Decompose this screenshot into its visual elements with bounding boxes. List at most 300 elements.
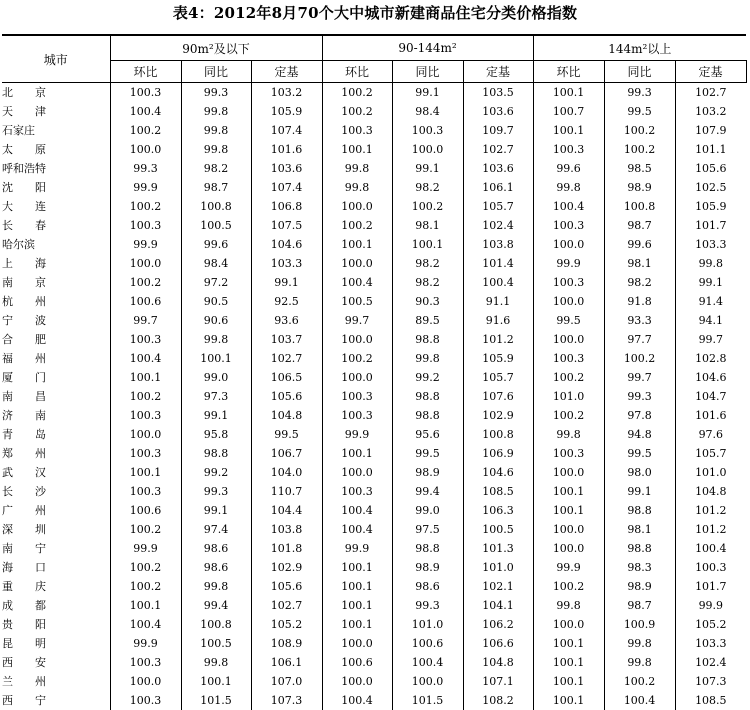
value-cell: 98.7	[181, 178, 251, 197]
value-cell: 98.5	[604, 159, 675, 178]
city-cell: 杭 州	[2, 292, 110, 311]
value-cell: 97.3	[181, 387, 251, 406]
value-cell: 99.5	[604, 444, 675, 463]
value-cell: 98.7	[604, 596, 675, 615]
table-row	[2, 368, 746, 387]
value-cell: 102.7	[695, 86, 727, 99]
value-cell: 98.7	[604, 216, 675, 235]
value-cell: 99.1	[251, 273, 322, 292]
value-cell: 100.3	[695, 561, 727, 574]
value-cell: 100.4	[322, 273, 392, 292]
value-cell: 100.2	[110, 197, 181, 216]
value-cell: 100.0	[322, 330, 392, 349]
table-row	[2, 178, 746, 197]
value-cell: 98.8	[604, 501, 675, 520]
city-cell: 上 海	[2, 254, 110, 273]
value-cell: 99.1	[392, 83, 463, 103]
table-row	[2, 311, 746, 330]
value-cell: 98.8	[181, 444, 251, 463]
table-row	[2, 558, 746, 577]
city-cell: 天 津	[2, 102, 110, 121]
value-cell: 105.2	[251, 615, 322, 634]
value-cell: 100.5	[322, 292, 392, 311]
table-row	[2, 653, 746, 672]
value-cell: 103.3	[695, 238, 727, 251]
city-cell: 宁 波	[2, 311, 110, 330]
city-cell: 济 南	[2, 406, 110, 425]
value-cell: 100.3	[533, 273, 604, 292]
value-cell: 101.8	[251, 539, 322, 558]
value-cell: 97.2	[181, 273, 251, 292]
value-cell: 98.3	[604, 558, 675, 577]
value-cell: 99.1	[604, 482, 675, 501]
sub-header-yoy: 同比	[181, 61, 251, 83]
value-cell: 95.6	[392, 425, 463, 444]
value-cell: 104.0	[251, 463, 322, 482]
value-cell: 91.1	[463, 292, 533, 311]
value-cell: 107.3	[695, 675, 727, 688]
value-cell: 100.3	[322, 406, 392, 425]
value-cell: 99.8	[604, 653, 675, 672]
value-cell: 101.2	[695, 523, 727, 536]
value-cell: 103.8	[463, 235, 533, 254]
value-cell: 100.3	[110, 83, 181, 103]
value-cell: 98.1	[392, 216, 463, 235]
table-row	[2, 596, 746, 615]
value-cell: 104.6	[463, 463, 533, 482]
value-cell: 99.7	[698, 333, 724, 346]
value-cell: 99.8	[181, 140, 251, 159]
value-cell: 101.6	[695, 409, 727, 422]
value-cell: 99.8	[533, 178, 604, 197]
city-cell: 兰 州	[2, 672, 110, 691]
city-cell: 深 圳	[2, 520, 110, 539]
table-row	[2, 672, 746, 691]
value-cell: 100.1	[181, 672, 251, 691]
value-cell: 98.2	[181, 159, 251, 178]
value-cell: 102.7	[251, 596, 322, 615]
value-cell: 97.4	[181, 520, 251, 539]
value-cell: 103.6	[463, 159, 533, 178]
value-cell: 99.5	[604, 102, 675, 121]
value-cell: 101.0	[695, 466, 727, 479]
value-cell: 107.4	[251, 121, 322, 140]
value-cell: 107.5	[251, 216, 322, 235]
value-cell: 99.1	[392, 159, 463, 178]
value-cell: 100.3	[533, 444, 604, 463]
value-cell: 99.2	[392, 368, 463, 387]
value-cell: 101.5	[181, 691, 251, 710]
value-cell: 99.4	[392, 482, 463, 501]
value-cell: 98.1	[604, 254, 675, 273]
city-cell: 重 庆	[2, 577, 110, 596]
sub-header-yoy: 同比	[392, 61, 463, 83]
table-row	[2, 539, 746, 558]
value-cell: 107.4	[251, 178, 322, 197]
value-cell: 99.8	[533, 425, 604, 444]
table-row	[2, 349, 746, 368]
value-cell: 100.4	[463, 273, 533, 292]
value-cell: 99.3	[110, 159, 181, 178]
value-cell: 100.0	[322, 634, 392, 653]
value-cell: 100.8	[463, 425, 533, 444]
value-cell: 99.9	[533, 558, 604, 577]
value-cell: 105.9	[695, 200, 727, 213]
value-cell: 101.6	[251, 140, 322, 159]
value-cell: 98.8	[392, 330, 463, 349]
value-cell: 100.8	[604, 197, 675, 216]
group-label-90-below: 90m²及以下	[182, 41, 250, 56]
value-cell: 102.4	[463, 216, 533, 235]
value-cell: 103.6	[463, 102, 533, 121]
value-cell: 98.4	[181, 254, 251, 273]
value-cell: 100.2	[604, 349, 675, 368]
value-cell: 106.6	[463, 634, 533, 653]
table-row	[2, 216, 746, 235]
sub-header-base: 定基	[251, 61, 322, 83]
value-cell: 103.3	[251, 254, 322, 273]
value-cell: 98.6	[392, 577, 463, 596]
value-cell: 106.3	[463, 501, 533, 520]
value-cell: 100.4	[604, 691, 675, 710]
value-cell: 100.2	[604, 140, 675, 159]
value-cell: 92.5	[251, 292, 322, 311]
value-cell: 106.1	[251, 653, 322, 672]
city-cell: 南 宁	[2, 539, 110, 558]
value-cell: 105.9	[463, 349, 533, 368]
value-cell: 100.0	[110, 254, 181, 273]
value-cell: 99.0	[181, 368, 251, 387]
value-cell: 100.3	[533, 216, 604, 235]
value-cell: 103.2	[695, 105, 727, 118]
value-cell: 100.3	[110, 444, 181, 463]
value-cell: 99.8	[698, 257, 724, 270]
value-cell: 100.0	[322, 197, 392, 216]
value-cell: 104.7	[695, 390, 727, 403]
value-cell: 98.0	[604, 463, 675, 482]
city-cell: 武 汉	[2, 463, 110, 482]
value-cell: 91.4	[698, 295, 724, 308]
value-cell: 107.9	[695, 124, 727, 137]
value-cell: 98.2	[392, 273, 463, 292]
value-cell: 100.1	[110, 368, 181, 387]
value-cell: 100.1	[110, 596, 181, 615]
value-cell: 100.3	[110, 653, 181, 672]
value-cell: 100.3	[322, 482, 392, 501]
value-cell: 100.0	[322, 368, 392, 387]
value-cell: 99.8	[392, 349, 463, 368]
value-cell: 99.1	[181, 406, 251, 425]
value-cell: 100.2	[322, 216, 392, 235]
value-cell: 104.8	[695, 485, 727, 498]
value-cell: 100.2	[604, 121, 675, 140]
table-row	[2, 235, 746, 254]
value-cell: 100.8	[181, 615, 251, 634]
value-cell: 100.9	[604, 615, 675, 634]
value-cell: 100.1	[533, 83, 604, 103]
value-cell: 100.4	[533, 197, 604, 216]
city-cell: 南 昌	[2, 387, 110, 406]
value-cell: 100.6	[110, 501, 181, 520]
group-header-144-above	[533, 35, 746, 61]
value-cell: 101.2	[463, 330, 533, 349]
value-cell: 100.3	[110, 691, 181, 710]
value-cell: 90.5	[181, 292, 251, 311]
value-cell: 100.0	[533, 292, 604, 311]
value-cell: 105.9	[251, 102, 322, 121]
value-cell: 93.6	[251, 311, 322, 330]
sub-header-mom: 环比	[322, 61, 392, 83]
value-cell: 100.3	[533, 349, 604, 368]
value-cell: 99.3	[181, 83, 251, 103]
value-cell: 100.4	[695, 542, 727, 555]
value-cell: 98.6	[181, 539, 251, 558]
value-cell: 100.3	[110, 216, 181, 235]
value-cell: 103.6	[251, 159, 322, 178]
value-cell: 99.7	[110, 311, 181, 330]
value-cell: 101.1	[695, 143, 727, 156]
city-cell: 福 州	[2, 349, 110, 368]
city-cell: 石家庄	[2, 121, 110, 140]
value-cell: 99.5	[533, 311, 604, 330]
value-cell: 102.5	[695, 181, 727, 194]
table-row	[2, 197, 746, 216]
value-cell: 100.8	[181, 197, 251, 216]
city-cell: 北 京	[2, 83, 110, 103]
sub-header-base: 定基	[463, 61, 533, 83]
value-cell: 102.7	[251, 349, 322, 368]
value-cell: 98.9	[392, 463, 463, 482]
value-cell: 100.2	[392, 197, 463, 216]
table-row	[2, 83, 746, 103]
value-cell: 105.2	[695, 618, 727, 631]
value-cell: 99.9	[110, 178, 181, 197]
value-cell: 100.0	[533, 463, 604, 482]
value-cell: 100.0	[533, 330, 604, 349]
city-column-header: 城市	[2, 35, 110, 83]
value-cell: 99.1	[698, 276, 724, 289]
value-cell: 100.2	[322, 83, 392, 103]
value-cell: 100.3	[110, 482, 181, 501]
city-cell: 合 肥	[2, 330, 110, 349]
value-cell: 100.1	[533, 634, 604, 653]
city-cell: 沈 阳	[2, 178, 110, 197]
sub-header-row	[2, 61, 746, 83]
value-cell: 104.8	[463, 653, 533, 672]
value-cell: 103.7	[251, 330, 322, 349]
city-cell: 南 京	[2, 273, 110, 292]
value-cell: 104.6	[695, 371, 727, 384]
value-cell: 100.4	[110, 349, 181, 368]
value-cell: 97.5	[392, 520, 463, 539]
value-cell: 100.4	[110, 615, 181, 634]
value-cell: 100.2	[533, 406, 604, 425]
value-cell: 100.0	[533, 615, 604, 634]
city-cell: 太 原	[2, 140, 110, 159]
sub-header-yoy: 同比	[604, 61, 675, 83]
value-cell: 105.7	[463, 368, 533, 387]
group-label-144-above: 144m²以上	[608, 41, 672, 56]
value-cell: 102.4	[695, 656, 727, 669]
value-cell: 100.5	[463, 520, 533, 539]
value-cell: 100.2	[604, 672, 675, 691]
value-cell: 95.8	[181, 425, 251, 444]
city-cell: 海 口	[2, 558, 110, 577]
value-cell: 91.6	[463, 311, 533, 330]
value-cell: 105.6	[251, 387, 322, 406]
value-cell: 100.1	[110, 463, 181, 482]
value-cell: 105.6	[695, 162, 727, 175]
value-cell: 98.8	[392, 387, 463, 406]
value-cell: 89.5	[392, 311, 463, 330]
value-cell: 99.6	[181, 235, 251, 254]
value-cell: 100.0	[392, 140, 463, 159]
city-cell: 青 岛	[2, 425, 110, 444]
value-cell: 106.7	[251, 444, 322, 463]
value-cell: 100.6	[110, 292, 181, 311]
value-cell: 99.3	[392, 596, 463, 615]
city-cell: 西 宁	[2, 691, 110, 710]
value-cell: 100.2	[322, 102, 392, 121]
value-cell: 100.2	[110, 558, 181, 577]
value-cell: 90.6	[181, 311, 251, 330]
table-row	[2, 159, 746, 178]
value-cell: 100.4	[322, 691, 392, 710]
value-cell: 98.9	[604, 178, 675, 197]
page-title: 表4：2012年8月70个大中城市新建商品住宅分类价格指数	[172, 4, 578, 22]
table-row	[2, 140, 746, 159]
value-cell: 99.5	[392, 444, 463, 463]
value-cell: 100.2	[110, 577, 181, 596]
value-cell: 99.2	[181, 463, 251, 482]
value-cell: 100.0	[533, 235, 604, 254]
value-cell: 105.7	[463, 197, 533, 216]
group-header-90-144	[322, 35, 533, 61]
value-cell: 99.7	[604, 368, 675, 387]
value-cell: 104.8	[251, 406, 322, 425]
sub-header-mom: 环比	[533, 61, 604, 83]
value-cell: 100.3	[110, 406, 181, 425]
value-cell: 99.8	[181, 330, 251, 349]
value-cell: 99.9	[698, 599, 724, 612]
value-cell: 99.8	[604, 634, 675, 653]
value-cell: 100.1	[322, 444, 392, 463]
value-cell: 105.7	[695, 447, 727, 460]
value-cell: 102.9	[463, 406, 533, 425]
value-cell: 108.9	[251, 634, 322, 653]
table-row	[2, 615, 746, 634]
value-cell: 100.1	[392, 235, 463, 254]
value-cell: 100.1	[533, 691, 604, 710]
value-cell: 108.5	[463, 482, 533, 501]
value-cell: 100.5	[181, 634, 251, 653]
value-cell: 100.2	[322, 349, 392, 368]
city-cell: 长 春	[2, 216, 110, 235]
value-cell: 101.0	[392, 615, 463, 634]
value-cell: 100.1	[181, 349, 251, 368]
value-cell: 100.5	[181, 216, 251, 235]
value-cell: 100.1	[533, 501, 604, 520]
value-cell: 107.0	[251, 672, 322, 691]
value-cell: 99.7	[322, 311, 392, 330]
value-cell: 101.0	[533, 387, 604, 406]
value-cell: 106.2	[463, 615, 533, 634]
table-row	[2, 102, 746, 121]
value-cell: 97.8	[604, 406, 675, 425]
value-cell: 90.3	[392, 292, 463, 311]
group-label-90-144: 90-144m²	[398, 41, 457, 55]
value-cell: 100.4	[110, 102, 181, 121]
value-cell: 98.9	[604, 577, 675, 596]
value-cell: 100.1	[322, 558, 392, 577]
value-cell: 101.7	[695, 219, 727, 232]
value-cell: 102.9	[251, 558, 322, 577]
value-cell: 100.0	[322, 254, 392, 273]
table-row	[2, 254, 746, 273]
value-cell: 103.2	[251, 83, 322, 103]
value-cell: 100.2	[110, 121, 181, 140]
value-cell: 100.1	[533, 672, 604, 691]
table-row	[2, 425, 746, 444]
value-cell: 102.8	[695, 352, 727, 365]
value-cell: 107.6	[463, 387, 533, 406]
value-cell: 100.2	[110, 387, 181, 406]
value-cell: 99.3	[604, 83, 675, 103]
table-row	[2, 482, 746, 501]
value-cell: 104.4	[251, 501, 322, 520]
value-cell: 98.2	[604, 273, 675, 292]
value-cell: 103.5	[463, 83, 533, 103]
city-cell: 昆 明	[2, 634, 110, 653]
value-cell: 106.1	[463, 178, 533, 197]
table-row	[2, 691, 746, 710]
table-row	[2, 577, 746, 596]
value-cell: 100.1	[322, 577, 392, 596]
value-cell: 100.0	[322, 463, 392, 482]
value-cell: 100.3	[110, 330, 181, 349]
table-row	[2, 501, 746, 520]
value-cell: 99.9	[533, 254, 604, 273]
value-cell: 101.0	[463, 558, 533, 577]
value-cell: 103.3	[695, 637, 727, 650]
value-cell: 100.4	[322, 501, 392, 520]
value-cell: 106.8	[251, 197, 322, 216]
value-cell: 100.0	[533, 520, 604, 539]
value-cell: 91.8	[604, 292, 675, 311]
value-cell: 97.7	[604, 330, 675, 349]
table-row	[2, 406, 746, 425]
value-cell: 98.2	[392, 254, 463, 273]
value-cell: 106.9	[463, 444, 533, 463]
value-cell: 101.3	[463, 539, 533, 558]
value-cell: 101.4	[463, 254, 533, 273]
sub-header-mom: 环比	[110, 61, 181, 83]
price-index-table	[2, 34, 747, 710]
table-row	[2, 292, 746, 311]
value-cell: 98.9	[392, 558, 463, 577]
table-row	[2, 330, 746, 349]
value-cell: 100.0	[110, 425, 181, 444]
value-cell: 99.1	[181, 501, 251, 520]
value-cell: 100.0	[322, 672, 392, 691]
value-cell: 100.4	[322, 520, 392, 539]
value-cell: 100.2	[110, 273, 181, 292]
table-row	[2, 634, 746, 653]
value-cell: 100.7	[533, 102, 604, 121]
city-cell: 西 安	[2, 653, 110, 672]
city-cell: 贵 阳	[2, 615, 110, 634]
value-cell: 99.9	[110, 539, 181, 558]
